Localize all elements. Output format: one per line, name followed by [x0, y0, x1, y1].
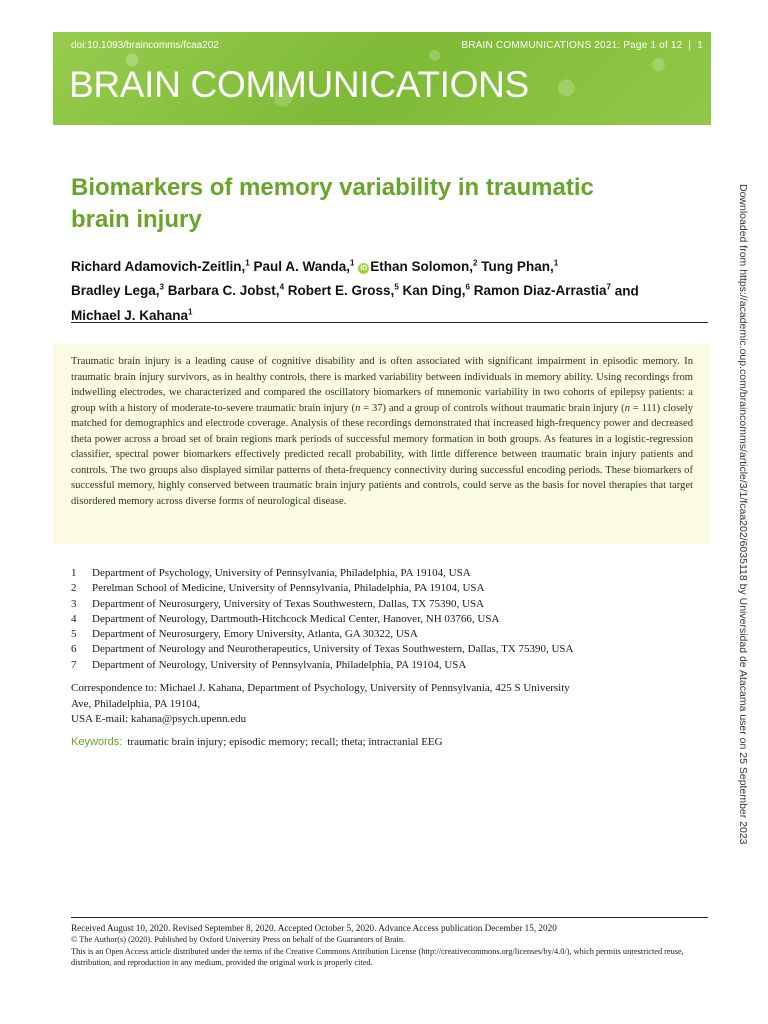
affiliation-item	[71, 642, 711, 657]
affiliation-item	[71, 627, 711, 642]
author-name: Ramon Diaz-Arrastia$^7$	[473, 282, 611, 298]
keywords	[71, 736, 443, 748]
author-name: Barbara C. Jobst,$^4$	[167, 282, 285, 298]
page-number: 1	[697, 40, 703, 51]
correspondence-email[interactable]: USA E-mail: kahana@psych.upenn.edu	[71, 713, 247, 725]
affiliation-marker: 3	[159, 282, 164, 292]
article-footer	[71, 922, 711, 969]
affiliation-marker: 1	[245, 258, 250, 267]
doi-link[interactable]: doi:10.1093/braincomms/fcaa202	[71, 40, 219, 51]
correspondence-line: Ave, Philadelphia, PA 19104,	[71, 697, 200, 710]
running-head	[461, 40, 703, 51]
affiliation-marker: 2	[472, 258, 478, 267]
journal-name: BRAIN COMMUNICATIONS	[69, 64, 529, 105]
orcid-icon[interactable]: iD	[360, 264, 368, 272]
affiliation-item	[71, 581, 711, 596]
running-head-title: BRAIN COMMUNICATIONS 2021: Page 1 of 12	[461, 40, 683, 51]
affiliation-item	[71, 612, 711, 627]
affiliation-text: Department of Neurology, Dartmouth-Hitchcock Medical Center, Hanover, NH 03766, USA	[92, 612, 500, 625]
affiliation-number: 7	[71, 658, 77, 671]
running-head-separator: |	[688, 40, 692, 51]
affiliation-text: Department of Neurosurgery, Emory University, Atlanta, GA 30322, USA	[92, 628, 418, 641]
affiliation-marker: 5	[394, 282, 399, 292]
author-name: Paul A. Wanda,$^1$	[253, 258, 355, 274]
author-name: and	[614, 283, 639, 298]
affiliation-item	[71, 658, 711, 673]
affiliation-number: 5	[71, 628, 77, 641]
affiliation-marker: 4	[279, 282, 285, 292]
author-name: Kan Ding,$^6$	[402, 282, 470, 298]
author-name: Richard Adamovich-Zeitlin,$^1$	[71, 258, 250, 274]
abstract-text: Traumatic brain injury is a leading cause of cognitive disability and is often associated with significant impairment in episodic memory. In traumatic brain injury survivors, as in healthy controls, there is marked variability between individuals in memory ability. Using recordings from indwelling electrodes, we characterized and compared the oscillatory biomarkers of mnemonic variability in two cohorts of epilepsy patients: a group with a history of moderate-to-severe traumatic brain injury (n = 37) and a group of controls without traumatic brain injury (n = 111) closely matched for demographics and electrode coverage. Analysis of these recordings demonstrated that increased high-frequency power and decreased theta power across a broad set of brain regions mark periods of successful memory formation in both groups. As features in a logistic-regression classifier, spectral power biomarkers effectively predicted recall probability, with little difference between traumatic brain injury patients and controls. The two groups also displayed similar patterns of theta-frequency connectivity during successful encoding periods. These biomarkers of successful memory, highly conserved between traumatic brain injury patients and controls, could serve as the basis for novel therapies that target disordered memory across diverse forms of neurological disease.	[71, 356, 694, 507]
affiliation-marker: 1	[350, 258, 355, 267]
correspondence-line: Correspondence to: Michael J. Kahana, Department of Psychology, University of Pennsylvania, 425 S University	[71, 682, 570, 694]
affiliations	[71, 566, 711, 673]
affiliation-item	[71, 597, 711, 612]
affiliation-number: 3	[71, 597, 77, 610]
affiliation-marker: 6	[465, 282, 470, 292]
author-name: Tung Phan,$^1$	[481, 258, 559, 274]
affiliation-text: Department of Neurosurgery, University of Texas Southwestern, Dallas, TX 75390, USA	[92, 597, 485, 610]
article-title: Biomarkers of memory variability in traumatic brain injury	[71, 174, 594, 233]
affiliation-number: 2	[71, 582, 77, 595]
author-name: iD Ethan Solomon,$^2$	[360, 258, 478, 274]
title-divider	[71, 322, 708, 323]
correspondence	[71, 681, 631, 728]
affiliation-text: Perelman School of Medicine, University of Pennsylvania, Philadelphia, PA 19104, USA	[92, 582, 485, 595]
affiliation-text: Department of Psychology, University of Pennsylvania, Philadelphia, PA 19104, USA	[92, 567, 471, 579]
keywords-text: traumatic brain injury; episodic memory; recall; theta; intracranial EEG	[127, 736, 443, 748]
affiliation-text: Department of Neurology and Neurotherapeutics, University of Texas Southwestern, Dallas, TX 75390, USA	[92, 643, 574, 656]
publication-dates: Received August 10, 2020. Revised September 8, 2020. Accepted October 5, 2020. Advance Access publication December 15, 2020	[71, 923, 557, 933]
copyright-line: © The Author(s) (2020). Published by Oxford University Press on behalf of the Guarantors of Brain.	[71, 935, 406, 944]
affiliation-text: Department of Neurology, University of Pennsylvania, Philadelphia, PA 19104, USA	[92, 658, 467, 671]
author-name: Bradley Lega,$^3$	[71, 282, 164, 298]
affiliation-number: 4	[71, 612, 77, 625]
keywords-label: Keywords:	[71, 736, 123, 748]
footer-divider	[71, 917, 708, 918]
affiliation-number: 1	[71, 567, 77, 579]
affiliation-item	[71, 566, 711, 581]
author-list	[71, 252, 711, 326]
download-note[interactable]: Downloaded from https://academic.oup.com/braincomms/article/3/1/fcaa202/6035118 by Universidad de Atacama user on 25 September 2023	[737, 184, 749, 845]
journal-banner	[53, 32, 711, 125]
affiliation-marker: 7	[606, 282, 611, 292]
license-line[interactable]: This is an Open Access article distributed under the terms of the Creative Commons Attribution License (http://creativecommons.org/licenses/by/4.0/), which permits unrestricted reuse,	[71, 946, 684, 956]
affiliation-marker: 1	[553, 258, 559, 267]
affiliation-number: 6	[71, 643, 77, 656]
license-line: distribution, and reproduction in any medium, provided the original work is properly cited.	[71, 958, 373, 967]
affiliation-marker: 1	[188, 307, 193, 316]
author-name: Robert E. Gross,$^5$	[287, 282, 399, 298]
abstract-box	[53, 344, 711, 544]
author-name: Michael J. Kahana$^1$	[71, 307, 193, 323]
